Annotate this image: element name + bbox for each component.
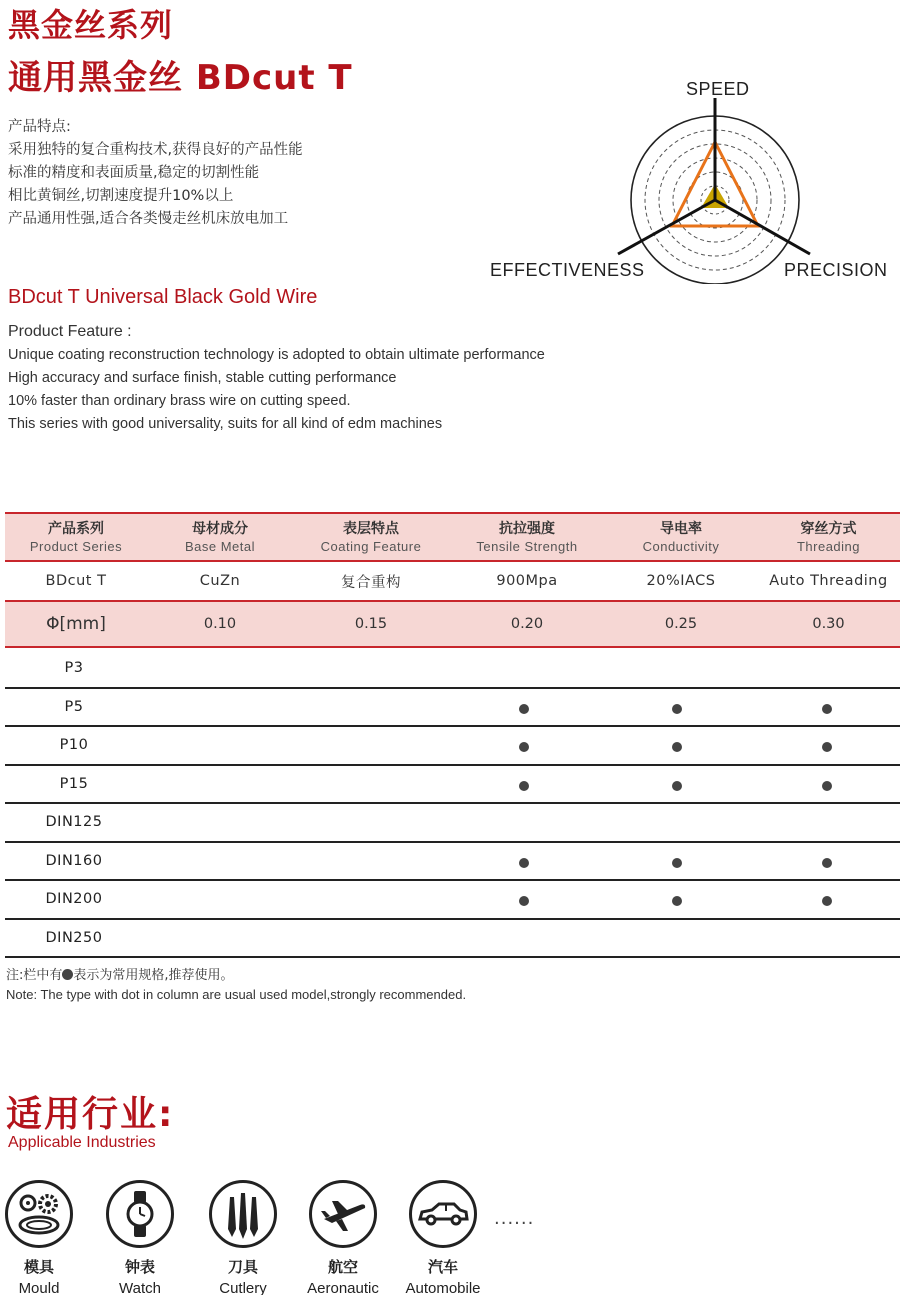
features-cn xyxy=(8,116,303,231)
notes xyxy=(6,966,466,1004)
series-title-cn: 黑金丝系列 xyxy=(8,6,174,44)
series-name: P15 xyxy=(59,775,89,792)
recommended-dot-icon xyxy=(672,781,682,791)
performance-radar xyxy=(486,74,900,284)
features-cn-item: 标准的精度和表面质量,稳定的切割性能 xyxy=(8,165,260,181)
recommended-dot-icon xyxy=(822,896,832,906)
industry-aeronautic xyxy=(293,1180,393,1295)
series-name: P5 xyxy=(64,698,84,715)
header-cn: 穿丝方式 xyxy=(800,520,857,537)
header-threading xyxy=(757,520,900,555)
header-en: Product Series xyxy=(29,538,123,554)
header-conductivity xyxy=(605,520,757,555)
features-en-item: Unique coating reconstruction technology is adopted to obtain ultimate performance xyxy=(8,347,545,363)
note-en: Note: The type with dot in column are usual used model,strongly recommended. xyxy=(6,987,467,1002)
series-name: DIN125 xyxy=(45,814,103,831)
value-threading: Auto Threading xyxy=(769,573,888,589)
header-en: Coating Feature xyxy=(320,538,422,554)
series-row xyxy=(5,689,900,728)
note-cn-after: 表示为常用规格,推荐使用。 xyxy=(73,968,234,983)
industry-label-cn: 刀具 xyxy=(227,1258,258,1276)
header-tensile-strength xyxy=(449,520,605,555)
series-name: DIN200 xyxy=(45,891,103,908)
value-tensile-strength: 900Mpa xyxy=(496,573,558,589)
recommended-dot-icon xyxy=(519,704,529,714)
industry-label-en: Automobile xyxy=(405,1280,481,1295)
industry-label-cn: 模具 xyxy=(23,1258,54,1276)
diameter-value: 0.25 xyxy=(664,616,698,632)
series-row xyxy=(5,804,900,843)
header-cn: 产品系列 xyxy=(48,520,104,537)
value-product-series: BDcut T xyxy=(45,573,107,589)
industry-label-en: Watch xyxy=(119,1280,161,1295)
industry-label-en: Mould xyxy=(18,1280,60,1295)
features-cn-heading: 产品特点: xyxy=(8,119,71,135)
diameter-value: 0.30 xyxy=(812,616,845,632)
recommended-dot-icon xyxy=(822,742,832,752)
spec-table xyxy=(5,512,900,648)
recommended-dot-icon xyxy=(519,742,529,752)
radar-label-precision: PRECISION xyxy=(784,260,888,280)
spec-header-row xyxy=(5,512,900,562)
header-cn: 导电率 xyxy=(660,520,702,537)
series-row xyxy=(5,881,900,920)
features-cn-item: 产品通用性强,适合各类慢走丝机床放电加工 xyxy=(8,211,289,227)
features-en-item: High accuracy and surface finish, stable cutting performance xyxy=(8,370,397,386)
industry-mould xyxy=(0,1180,89,1295)
industry-cutlery xyxy=(193,1180,293,1295)
industry-label-cn: 航空 xyxy=(327,1258,358,1276)
diameter-label: Φ[mm] xyxy=(46,614,106,634)
series-row xyxy=(5,843,900,882)
cutlery-tools-icon xyxy=(209,1180,277,1248)
series-row xyxy=(5,650,900,689)
series-table xyxy=(5,650,900,958)
header-base-metal xyxy=(147,520,293,555)
diameter-value: 0.10 xyxy=(203,616,237,632)
radar-graphic xyxy=(486,74,900,284)
series-name: DIN160 xyxy=(45,852,103,869)
header-en: Tensile Strength xyxy=(476,538,578,554)
airplane-icon xyxy=(309,1180,377,1248)
industries-title-en: Applicable Industries xyxy=(8,1134,156,1151)
value-conductivity: 20%IACS xyxy=(646,573,716,589)
header-product-series xyxy=(5,520,147,555)
diameter-row xyxy=(5,600,900,648)
industry-label-en: Cutlery xyxy=(219,1280,267,1295)
header-en: Base Metal xyxy=(184,538,256,554)
note-cn xyxy=(6,966,466,985)
header-cn: 表层特点 xyxy=(343,520,399,537)
recommended-dot-icon xyxy=(822,781,832,791)
watch-icon xyxy=(106,1180,174,1248)
series-name: DIN250 xyxy=(45,929,103,946)
recommended-dot-icon xyxy=(822,704,832,714)
recommended-dot-icon xyxy=(672,896,682,906)
series-row xyxy=(5,766,900,805)
recommended-dot-icon xyxy=(519,781,529,791)
header-en: Conductivity xyxy=(642,538,720,554)
industry-label-cn: 汽车 xyxy=(427,1258,458,1276)
note-cn-before: 注:栏中有 xyxy=(6,968,63,983)
features-en-item: 10% faster than ordinary brass wire on cutting speed. xyxy=(8,393,351,409)
header-coating-feature xyxy=(293,520,449,555)
series-row xyxy=(5,920,900,959)
product-title-cn: 通用黑金丝 BDcut T xyxy=(8,58,353,98)
industry-automobile xyxy=(393,1180,493,1295)
features-en-heading: Product Feature : xyxy=(8,323,132,340)
features-cn-item: 相比黄铜丝,切割速度提升10%以上 xyxy=(8,188,234,204)
series-name: P3 xyxy=(64,660,84,677)
recommended-dot-icon xyxy=(822,858,832,868)
recommended-dot-icon xyxy=(519,896,529,906)
industry-label-cn: 钟表 xyxy=(124,1258,155,1276)
more-industries-ellipsis: ...... xyxy=(494,1208,535,1229)
industry-watch xyxy=(90,1180,190,1295)
features-cn-item: 采用独特的复合重构技术,获得良好的产品性能 xyxy=(8,142,303,158)
value-base-metal: CuZn xyxy=(199,573,241,589)
recommended-dot-icon xyxy=(519,858,529,868)
recommended-dot-icon xyxy=(672,858,682,868)
car-icon xyxy=(409,1180,477,1248)
product-title-en: BDcut T Universal Black Gold Wire xyxy=(8,286,318,308)
features-en xyxy=(8,320,545,436)
recommended-dot-icon xyxy=(672,704,682,714)
mould-gear-icon xyxy=(5,1180,73,1248)
value-coating-feature: 复合重构 xyxy=(341,574,401,591)
dot-icon xyxy=(62,969,73,980)
industry-label-en: Aeronautic xyxy=(307,1280,379,1295)
spec-value-row xyxy=(5,562,900,600)
series-name: P10 xyxy=(59,737,89,754)
header-cn: 抗拉强度 xyxy=(499,520,555,537)
diameter-value: 0.15 xyxy=(354,616,388,632)
series-row xyxy=(5,727,900,766)
industries-title-cn: 适用行业: xyxy=(6,1094,175,1135)
header-cn: 母材成分 xyxy=(192,520,248,537)
features-en-item: This series with good universality, suits for all kind of edm machines xyxy=(8,416,443,432)
radar-label-speed: SPEED xyxy=(686,79,750,99)
diameter-value: 0.20 xyxy=(510,616,544,632)
recommended-dot-icon xyxy=(672,742,682,752)
radar-label-effectiveness: EFFECTIVENESS xyxy=(490,260,645,280)
header-en: Threading xyxy=(796,538,861,554)
